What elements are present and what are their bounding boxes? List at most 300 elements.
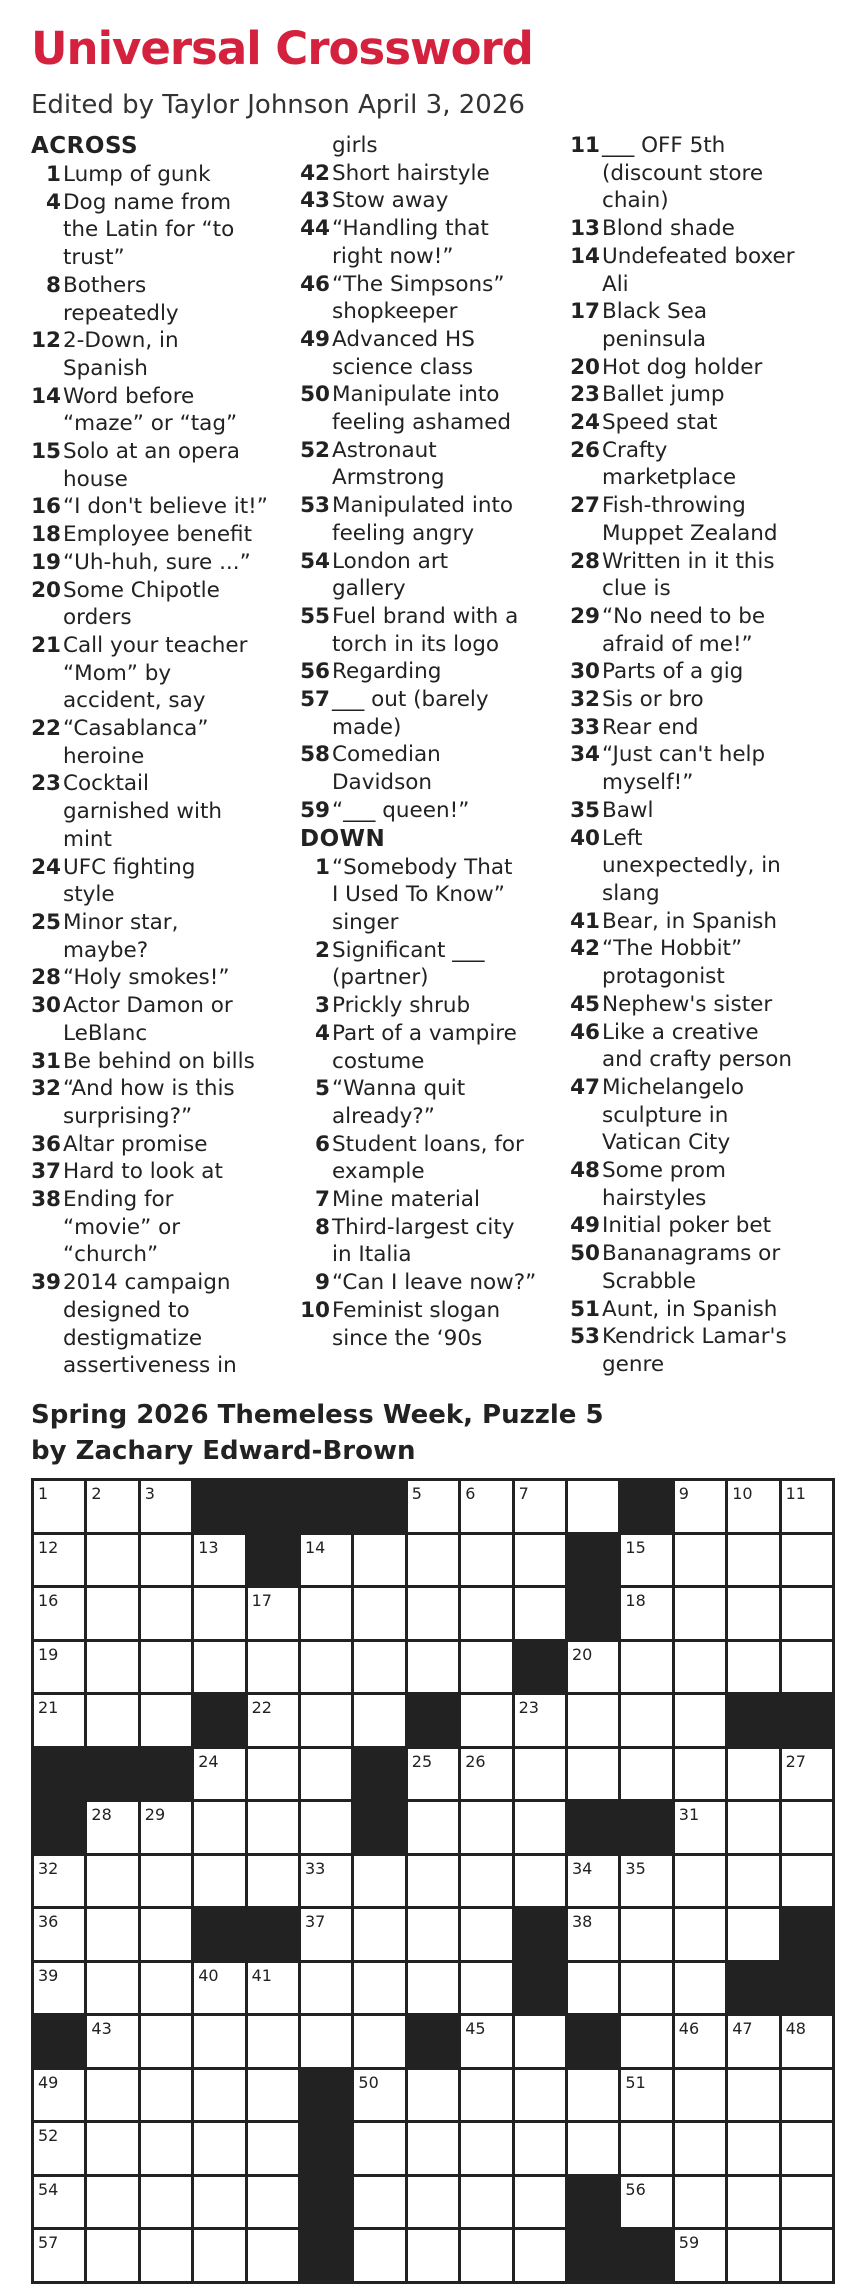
grid-cell[interactable] xyxy=(728,1749,778,1800)
clue-number: 33 xyxy=(570,714,600,740)
grid-cell[interactable] xyxy=(408,1535,458,1586)
grid-cell[interactable] xyxy=(194,1963,244,2014)
grid-cell[interactable] xyxy=(782,2070,832,2121)
grid-cell[interactable] xyxy=(87,1856,137,1907)
grid-cell[interactable] xyxy=(621,2177,671,2228)
clue-continuation xyxy=(300,1325,565,1353)
grid-block xyxy=(34,2016,84,2067)
clue[interactable] xyxy=(570,1296,835,1324)
clue[interactable] xyxy=(31,715,296,743)
grid-cell[interactable] xyxy=(621,1963,671,2014)
grid-cell[interactable] xyxy=(515,1588,565,1639)
grid-cell[interactable] xyxy=(728,1481,778,1532)
clue[interactable] xyxy=(31,992,296,1020)
clue[interactable] xyxy=(31,632,296,660)
grid-cell[interactable] xyxy=(301,1588,351,1639)
grid-cell[interactable] xyxy=(461,1749,511,1800)
clue[interactable] xyxy=(570,1212,835,1240)
clue[interactable] xyxy=(570,908,835,936)
clue-text: since the ‘90s xyxy=(332,1325,483,1351)
grid-cell[interactable] xyxy=(515,1481,565,1532)
clue-number: 20 xyxy=(31,577,61,603)
grid-cell[interactable] xyxy=(675,1695,725,1746)
grid-cell[interactable] xyxy=(675,1749,725,1800)
clue[interactable] xyxy=(570,1157,835,1185)
grid-cell[interactable] xyxy=(248,1588,298,1639)
grid-cell[interactable] xyxy=(87,1802,137,1853)
clue[interactable] xyxy=(31,272,296,300)
grid-cell[interactable] xyxy=(194,2070,244,2121)
grid-cell[interactable] xyxy=(461,1535,511,1586)
clue[interactable] xyxy=(570,298,835,326)
grid-cell[interactable] xyxy=(515,1856,565,1907)
grid-cell[interactable] xyxy=(408,1588,458,1639)
clue[interactable] xyxy=(300,215,565,243)
clue[interactable] xyxy=(570,825,835,853)
clue-text: “Can I leave now?” xyxy=(332,1270,537,1296)
grid-cell[interactable] xyxy=(515,2016,565,2067)
grid-cell[interactable] xyxy=(782,2230,832,2281)
grid-cell[interactable] xyxy=(515,2230,565,2281)
section-heading-across: ACROSS xyxy=(31,133,139,159)
grid-cell[interactable] xyxy=(194,1856,244,1907)
cell-number: 29 xyxy=(144,1805,166,1825)
clue[interactable] xyxy=(570,658,835,686)
grid-cell[interactable] xyxy=(87,1481,137,1532)
clue[interactable] xyxy=(300,1214,565,1242)
clue-text: designed to xyxy=(63,1297,190,1323)
grid-cell[interactable] xyxy=(87,2230,137,2281)
clue[interactable] xyxy=(300,548,565,576)
grid-cell[interactable] xyxy=(87,1963,137,2014)
grid-cell[interactable] xyxy=(782,1535,832,1586)
grid-cell[interactable] xyxy=(87,1642,137,1693)
grid-cell[interactable] xyxy=(515,1695,565,1746)
grid-cell[interactable] xyxy=(408,2177,458,2228)
grid-cell[interactable] xyxy=(141,1588,191,1639)
grid-cell[interactable] xyxy=(354,2016,404,2067)
grid-cell[interactable] xyxy=(141,1535,191,1586)
grid-cell[interactable] xyxy=(515,1535,565,1586)
grid-cell[interactable] xyxy=(408,1963,458,2014)
grid-cell[interactable] xyxy=(675,1588,725,1639)
grid-cell[interactable] xyxy=(408,1909,458,1960)
grid-cell[interactable] xyxy=(461,1909,511,1960)
clue[interactable] xyxy=(31,521,296,549)
grid-cell[interactable] xyxy=(301,1642,351,1693)
grid-cell[interactable] xyxy=(728,1802,778,1853)
grid-cell[interactable] xyxy=(34,1856,84,1907)
grid-cell[interactable] xyxy=(301,1802,351,1853)
clue-text: “Somebody That xyxy=(332,854,513,880)
grid-cell[interactable] xyxy=(408,2070,458,2121)
clue[interactable] xyxy=(31,1131,296,1159)
grid-cell[interactable] xyxy=(675,2177,725,2228)
clue-number: 23 xyxy=(570,382,600,408)
grid-cell[interactable] xyxy=(87,1909,137,1960)
clue[interactable] xyxy=(31,854,296,882)
grid-cell[interactable] xyxy=(675,1481,725,1532)
clue[interactable] xyxy=(31,161,296,189)
grid-cell[interactable] xyxy=(141,2230,191,2281)
grid-cell[interactable] xyxy=(87,2177,137,2228)
clue[interactable] xyxy=(31,438,296,466)
grid-cell[interactable] xyxy=(354,1856,404,1907)
clue[interactable] xyxy=(300,797,565,825)
grid-cell[interactable] xyxy=(87,2070,137,2121)
grid-cell[interactable] xyxy=(194,2016,244,2067)
grid-block xyxy=(782,1909,832,1960)
grid-cell[interactable] xyxy=(782,1802,832,1853)
section-heading-down: DOWN xyxy=(300,825,386,852)
grid-cell[interactable] xyxy=(354,1695,404,1746)
clue[interactable] xyxy=(570,1323,835,1351)
grid-cell[interactable] xyxy=(675,1963,725,2014)
clue[interactable] xyxy=(570,548,835,576)
grid-cell[interactable] xyxy=(87,1535,137,1586)
grid-cell[interactable] xyxy=(194,1535,244,1586)
grid-cell[interactable] xyxy=(408,2123,458,2174)
clue-continuation xyxy=(31,604,296,632)
grid-cell[interactable] xyxy=(621,1695,671,1746)
clue[interactable] xyxy=(300,992,565,1020)
grid-cell[interactable] xyxy=(782,2177,832,2228)
grid-cell[interactable] xyxy=(621,1909,671,1960)
grid-cell[interactable] xyxy=(34,1963,84,2014)
grid-cell[interactable] xyxy=(461,2016,511,2067)
grid-cell[interactable] xyxy=(621,2070,671,2121)
grid-cell[interactable] xyxy=(248,2177,298,2228)
grid-cell[interactable] xyxy=(248,1749,298,1800)
grid-cell[interactable] xyxy=(515,2070,565,2121)
grid-cell[interactable] xyxy=(194,1802,244,1853)
grid-cell[interactable] xyxy=(568,1749,618,1800)
grid-cell[interactable] xyxy=(354,1588,404,1639)
grid-cell[interactable] xyxy=(782,1642,832,1693)
clue[interactable] xyxy=(31,327,296,355)
clue-number: 6 xyxy=(315,1131,330,1157)
grid-cell[interactable] xyxy=(34,2177,84,2228)
grid-cell[interactable] xyxy=(301,2016,351,2067)
grid-cell[interactable] xyxy=(354,2123,404,2174)
grid-cell[interactable] xyxy=(354,1963,404,2014)
clue[interactable] xyxy=(31,549,296,577)
grid-cell[interactable] xyxy=(354,1642,404,1693)
grid-cell[interactable] xyxy=(34,1695,84,1746)
grid-cell[interactable] xyxy=(675,2016,725,2067)
grid-cell[interactable] xyxy=(301,1909,351,1960)
grid-cell[interactable] xyxy=(194,2123,244,2174)
clue-text: right now!” xyxy=(332,243,454,269)
grid-cell[interactable] xyxy=(301,1856,351,1907)
clue-number: 57 xyxy=(300,687,330,713)
grid-cell[interactable] xyxy=(782,2016,832,2067)
grid-cell[interactable] xyxy=(675,1535,725,1586)
grid-cell[interactable] xyxy=(461,1642,511,1693)
clue-number: 24 xyxy=(570,410,600,436)
grid-cell[interactable] xyxy=(621,1856,671,1907)
clue[interactable] xyxy=(31,770,296,798)
grid-cell[interactable] xyxy=(141,2177,191,2228)
grid-cell[interactable] xyxy=(461,1856,511,1907)
grid-cell[interactable] xyxy=(248,1802,298,1853)
grid-cell[interactable] xyxy=(621,1588,671,1639)
clue[interactable] xyxy=(570,603,835,631)
grid-cell[interactable] xyxy=(408,1642,458,1693)
clue[interactable] xyxy=(31,1158,296,1186)
grid-cell[interactable] xyxy=(408,1802,458,1853)
grid-cell[interactable] xyxy=(34,1481,84,1532)
grid-cell[interactable] xyxy=(408,1481,458,1532)
grid-cell[interactable] xyxy=(461,2177,511,2228)
grid-cell[interactable] xyxy=(354,1909,404,1960)
grid-cell[interactable] xyxy=(34,1535,84,1586)
grid-cell[interactable] xyxy=(568,1856,618,1907)
grid-cell[interactable] xyxy=(728,1588,778,1639)
grid-cell[interactable] xyxy=(568,2070,618,2121)
grid-cell[interactable] xyxy=(728,2230,778,2281)
grid-cell[interactable] xyxy=(621,2016,671,2067)
grid-cell[interactable] xyxy=(515,2177,565,2228)
grid-cell[interactable] xyxy=(248,1856,298,1907)
cell-number: 24 xyxy=(198,1751,219,1771)
grid-cell[interactable] xyxy=(141,2070,191,2121)
grid-cell[interactable] xyxy=(515,1802,565,1853)
grid-cell[interactable] xyxy=(248,2123,298,2174)
grid-cell[interactable] xyxy=(194,1749,244,1800)
clue[interactable] xyxy=(31,1269,296,1297)
grid-cell[interactable] xyxy=(141,2123,191,2174)
grid-cell[interactable] xyxy=(34,1909,84,1960)
clue[interactable] xyxy=(300,686,565,714)
grid-cell[interactable] xyxy=(782,1856,832,1907)
grid-cell[interactable] xyxy=(248,2230,298,2281)
clue[interactable] xyxy=(300,381,565,409)
grid-cell[interactable] xyxy=(675,1856,725,1907)
grid-cell[interactable] xyxy=(675,1802,725,1853)
clue[interactable] xyxy=(570,243,835,271)
clue[interactable] xyxy=(570,991,835,1019)
grid-cell[interactable] xyxy=(728,2070,778,2121)
grid-cell[interactable] xyxy=(782,2123,832,2174)
grid-cell[interactable] xyxy=(141,1481,191,1532)
clue[interactable] xyxy=(570,492,835,520)
grid-cell[interactable] xyxy=(675,2123,725,2174)
clue[interactable] xyxy=(300,1297,565,1325)
clue[interactable] xyxy=(570,381,835,409)
grid-cell[interactable] xyxy=(621,2123,671,2174)
clue-text: “The Simpsons” xyxy=(332,271,505,297)
grid-cell[interactable] xyxy=(461,1802,511,1853)
grid-cell[interactable] xyxy=(408,2230,458,2281)
grid-cell[interactable] xyxy=(728,2123,778,2174)
clue[interactable] xyxy=(570,1019,835,1047)
grid-cell[interactable] xyxy=(194,2230,244,2281)
grid-cell[interactable] xyxy=(194,2177,244,2228)
grid-cell[interactable] xyxy=(354,2177,404,2228)
grid-cell[interactable] xyxy=(728,2016,778,2067)
grid-cell[interactable] xyxy=(248,1642,298,1693)
grid-cell[interactable] xyxy=(728,1535,778,1586)
clue[interactable] xyxy=(300,1269,565,1297)
grid-cell[interactable] xyxy=(194,1642,244,1693)
clue[interactable] xyxy=(31,964,296,992)
grid-cell[interactable] xyxy=(354,2230,404,2281)
grid-cell[interactable] xyxy=(728,1856,778,1907)
grid-cell[interactable] xyxy=(621,1642,671,1693)
clue[interactable] xyxy=(300,326,565,354)
grid-cell[interactable] xyxy=(568,1642,618,1693)
grid-cell[interactable] xyxy=(87,2123,137,2174)
grid-cell[interactable] xyxy=(141,1856,191,1907)
grid-cell[interactable] xyxy=(728,1642,778,1693)
clue[interactable] xyxy=(570,1074,835,1102)
grid-cell[interactable] xyxy=(87,1695,137,1746)
grid-cell[interactable] xyxy=(675,1909,725,1960)
clue[interactable] xyxy=(300,271,565,299)
grid-cell[interactable] xyxy=(248,1695,298,1746)
grid-cell[interactable] xyxy=(141,1695,191,1746)
clue[interactable] xyxy=(570,409,835,437)
grid-cell[interactable] xyxy=(141,2016,191,2067)
grid-cell[interactable] xyxy=(461,2123,511,2174)
clue-text: Actor Damon or xyxy=(63,993,233,1019)
grid-block xyxy=(301,2123,351,2174)
grid-cell[interactable] xyxy=(515,1749,565,1800)
grid-cell[interactable] xyxy=(461,1481,511,1532)
grid-cell[interactable] xyxy=(141,1802,191,1853)
grid-cell[interactable] xyxy=(34,1642,84,1693)
clue[interactable] xyxy=(570,741,835,769)
clue-continuation xyxy=(300,964,565,992)
clue[interactable] xyxy=(300,741,565,769)
clue[interactable] xyxy=(31,909,296,937)
clue-continuation xyxy=(31,1103,296,1131)
grid-cell[interactable] xyxy=(248,2070,298,2121)
clue[interactable] xyxy=(300,1075,565,1103)
clue[interactable] xyxy=(300,1020,565,1048)
grid-cell[interactable] xyxy=(782,1481,832,1532)
grid-cell[interactable] xyxy=(568,2123,618,2174)
clue[interactable] xyxy=(570,1240,835,1268)
grid-cell[interactable] xyxy=(461,1963,511,2014)
grid-cell[interactable] xyxy=(675,2230,725,2281)
grid-cell[interactable] xyxy=(675,1642,725,1693)
clue-text: Call your teacher xyxy=(63,632,248,658)
clue-text: Left xyxy=(602,825,643,851)
grid-cell[interactable] xyxy=(34,2070,84,2121)
grid-block xyxy=(248,1535,298,1586)
grid-cell[interactable] xyxy=(675,2070,725,2121)
grid-cell[interactable] xyxy=(141,1909,191,1960)
clue[interactable] xyxy=(31,1186,296,1214)
clue[interactable] xyxy=(300,1131,565,1159)
grid-cell[interactable] xyxy=(301,1963,351,2014)
clue-text: Comedian xyxy=(332,742,441,768)
grid-cell[interactable] xyxy=(568,1481,618,1532)
grid-cell[interactable] xyxy=(301,1535,351,1586)
clue[interactable] xyxy=(570,132,835,160)
grid-cell[interactable] xyxy=(248,1963,298,2014)
grid-cell[interactable] xyxy=(621,1749,671,1800)
clue[interactable] xyxy=(570,714,835,742)
clue-text: Undefeated boxer xyxy=(602,243,795,269)
grid-cell[interactable] xyxy=(354,1535,404,1586)
clue[interactable] xyxy=(31,577,296,605)
grid-cell[interactable] xyxy=(301,1749,351,1800)
grid-cell[interactable] xyxy=(87,2016,137,2067)
clue[interactable] xyxy=(31,493,296,521)
grid-cell[interactable] xyxy=(408,1856,458,1907)
grid-cell[interactable] xyxy=(141,1642,191,1693)
grid-cell[interactable] xyxy=(461,2070,511,2121)
grid-cell[interactable] xyxy=(354,2070,404,2121)
clue-number: 22 xyxy=(31,716,61,742)
clue[interactable] xyxy=(31,383,296,411)
grid-cell[interactable] xyxy=(301,1695,351,1746)
clue[interactable] xyxy=(570,437,835,465)
clue[interactable] xyxy=(570,797,835,825)
grid-cell[interactable] xyxy=(461,2230,511,2281)
grid-cell[interactable] xyxy=(34,2123,84,2174)
grid-cell[interactable] xyxy=(87,1588,137,1639)
clue[interactable] xyxy=(570,935,835,963)
clue-number: 56 xyxy=(300,659,330,685)
grid-cell[interactable] xyxy=(141,1963,191,2014)
grid-cell[interactable] xyxy=(34,1588,84,1639)
clue[interactable] xyxy=(300,187,565,215)
grid-cell[interactable] xyxy=(248,2016,298,2067)
clue-text: Manipulated into xyxy=(332,493,514,519)
grid-cell[interactable] xyxy=(568,1963,618,2014)
clue[interactable] xyxy=(31,189,296,217)
clue[interactable] xyxy=(570,686,835,714)
grid-cell[interactable] xyxy=(194,1588,244,1639)
clue[interactable] xyxy=(31,1075,296,1103)
clue[interactable] xyxy=(570,215,835,243)
clue[interactable] xyxy=(300,492,565,520)
clue-number: 18 xyxy=(31,522,61,548)
grid-cell[interactable] xyxy=(782,1588,832,1639)
clue[interactable] xyxy=(300,160,565,188)
grid-cell[interactable] xyxy=(408,1749,458,1800)
clue[interactable] xyxy=(300,603,565,631)
clue[interactable] xyxy=(300,658,565,686)
grid-cell[interactable] xyxy=(728,2177,778,2228)
grid-cell[interactable] xyxy=(515,2123,565,2174)
grid-cell[interactable] xyxy=(461,1695,511,1746)
clue-continuation xyxy=(300,769,565,797)
grid-cell[interactable] xyxy=(461,1588,511,1639)
grid-cell[interactable] xyxy=(568,1695,618,1746)
grid-cell[interactable] xyxy=(34,2230,84,2281)
clue[interactable] xyxy=(31,1048,296,1076)
crossword-grid[interactable] xyxy=(31,1478,835,2284)
clue[interactable] xyxy=(300,437,565,465)
clue-text: “Holy smokes!” xyxy=(63,965,230,991)
clue[interactable] xyxy=(570,354,835,382)
clue[interactable] xyxy=(300,1186,565,1214)
grid-cell[interactable] xyxy=(621,1535,671,1586)
grid-block xyxy=(301,1481,351,1532)
clue[interactable] xyxy=(300,937,565,965)
clue[interactable] xyxy=(300,854,565,882)
clue-text: Crafty xyxy=(602,437,668,463)
grid-cell[interactable] xyxy=(568,1909,618,1960)
grid-cell[interactable] xyxy=(728,1909,778,1960)
grid-cell[interactable] xyxy=(782,1749,832,1800)
grid-block xyxy=(621,1802,671,1853)
